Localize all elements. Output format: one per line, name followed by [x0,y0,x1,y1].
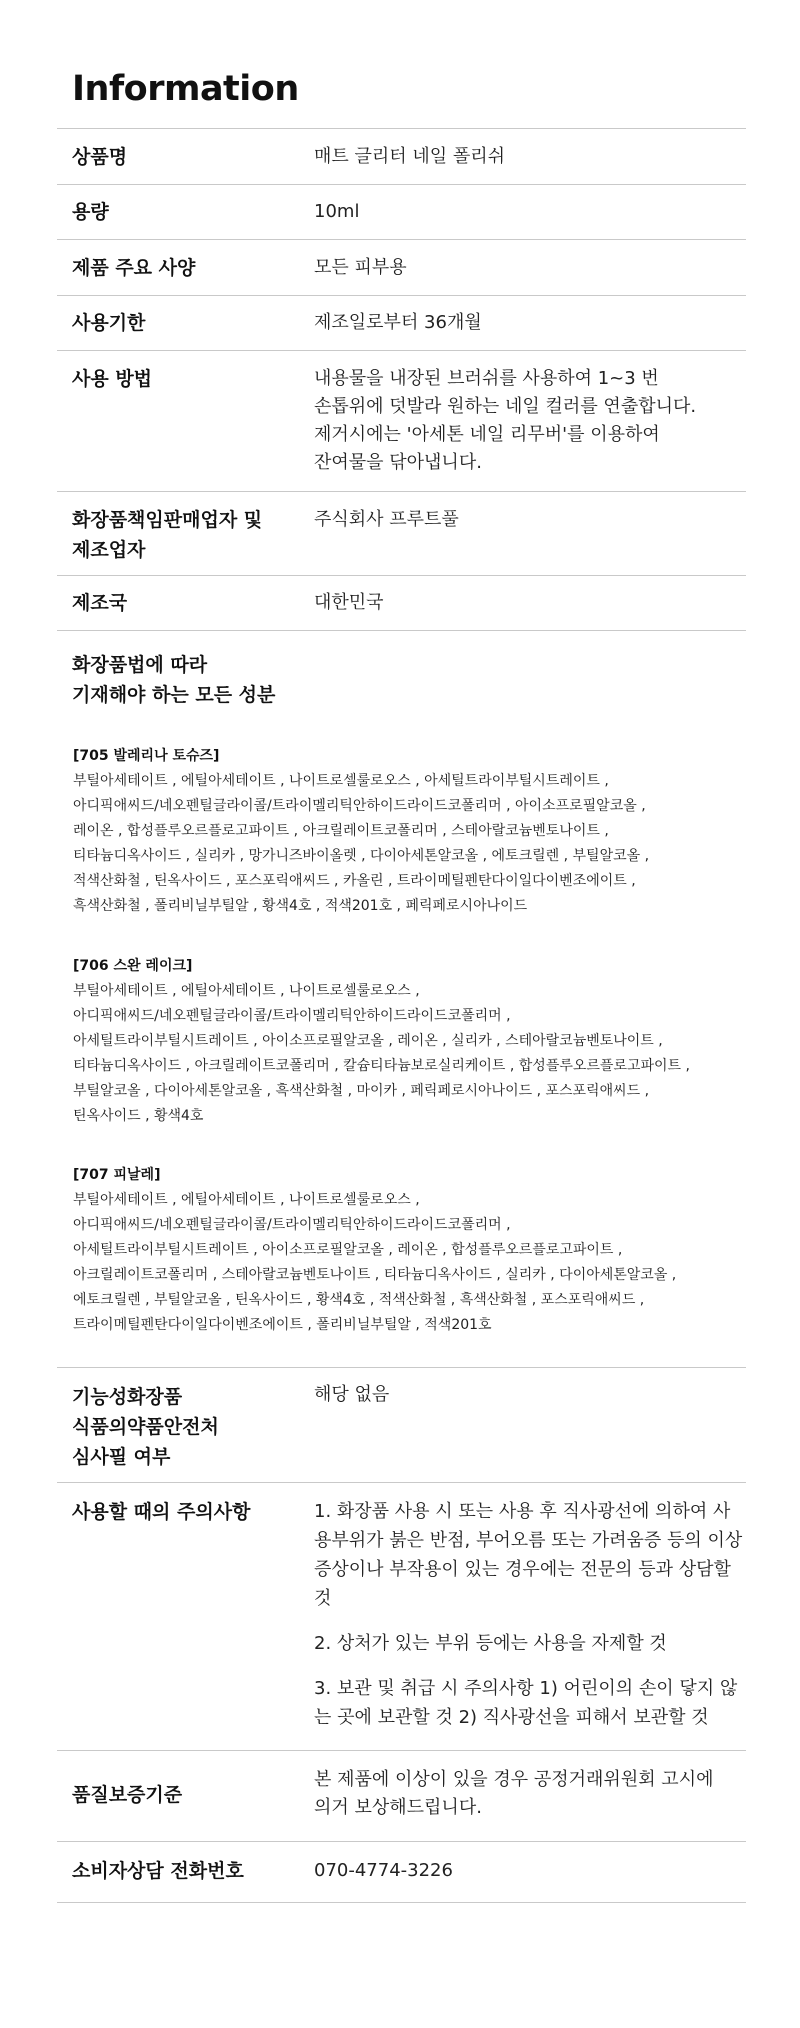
warranty-label: 품질보증기준 [72,1784,183,1806]
divider [57,630,746,631]
divider [57,1841,746,1842]
functional-label-line: 심사필 여부 [72,1446,171,1468]
usage-label: 사용 방법 [72,368,153,390]
ingredient-group-title: [705 발레리나 토슈즈] [73,748,220,764]
ingredient-line: 아디픽애씨드/네오펜틸글라이콜/트라이멜리틱안하이드라이드코폴리머 , [73,1008,511,1024]
spec-label: 제품 주요 사양 [72,257,196,279]
volume-value: 10ml [314,201,360,222]
caution-label: 사용할 때의 주의사항 [72,1501,251,1523]
divider [57,350,746,351]
ingredient-line: 아크릴레이트코폴리머 , 스테아랄코늄벤토나이트 , 티타늄디옥사이드 , 실리카 , 다이아세톤알코올 , [73,1267,677,1283]
divider [57,128,746,129]
phone-label: 소비자상담 전화번호 [72,1860,244,1882]
volume-label: 용량 [72,201,109,223]
ingredient-line: 부틸아세테이트 , 에틸아세테이트 , 나이트로셀룰로오스 , [73,1192,420,1208]
manufacturer-value: 주식회사 프루트풀 [314,509,459,530]
ingredient-group-706 [73,954,753,1129]
origin-value: 대한민국 [314,592,384,613]
usage-line: 내용물을 내장된 브러쉬를 사용하여 1~3 번 [314,368,659,389]
functional-value: 해당 없음 [314,1384,390,1405]
ingredients-label-line: 화장품법에 따라 [72,654,208,676]
ingredients-label [72,650,275,710]
ingredient-line: 부틸아세테이트 , 에틸아세테이트 , 나이트로셀룰로오스 , [73,983,420,999]
ingredient-group-705 [73,744,753,919]
divider [57,575,746,576]
divider [57,491,746,492]
ingredient-line: 아디픽애씨드/네오펜틸글라이콜/트라이멜리틱안하이드라이드코폴리머 , 아이소프로필알코올 , [73,798,646,814]
caution-item: 1. 화장품 사용 시 또는 사용 후 직사광선에 의하여 사용부위가 붉은 반점, 부어오름 또는 가려움증 등의 이상 증상이나 부작용이 있는 경우에는 전문의 등과 상담할 것 [314,1501,743,1609]
divider [57,1750,746,1751]
phone-value: 070-4774-3226 [314,1860,453,1881]
ingredient-line: 틴옥사이드 , 황색4호 [73,1108,204,1124]
ingredient-group-title: [707 피날레] [73,1167,161,1183]
ingredient-line: 흑색산화철 , 폴리비닐부틸알 , 황색4호 , 적색201호 , 페릭페로시아나이드 [73,898,528,914]
warranty-line: 의거 보상해드립니다. [314,1797,482,1818]
divider [57,1367,746,1368]
product-name-label: 상품명 [72,146,128,168]
ingredient-line: 부틸아세테이트 , 에틸아세테이트 , 나이트로셀룰로오스 , 아세틸트라이부틸시트레이트 , [73,773,609,789]
usage-value [314,365,744,477]
divider [57,295,746,296]
caution-list [314,1497,744,1748]
warranty-line: 본 제품에 이상이 있을 경우 공정거래위원회 고시에 [314,1769,714,1790]
functional-label-line: 기능성화장품 [72,1386,183,1408]
ingredient-line: 아디픽애씨드/네오펜틸글라이콜/트라이멜리틱안하이드라이드코폴리머 , [73,1217,511,1233]
expiry-value: 제조일로부터 36개월 [314,312,482,333]
ingredient-group-707 [73,1163,753,1338]
functional-label [72,1382,219,1472]
ingredient-line: 에토크릴렌 , 부틸알코올 , 틴옥사이드 , 황색4호 , 적색산화철 , 흑색산화철 , 포스포릭애씨드 , [73,1292,645,1308]
caution-item: 3. 보관 및 취급 시 주의사항 1) 어린이의 손이 닿지 않는 곳에 보관할 것 2) 직사광선을 피해서 보관할 것 [314,1678,738,1728]
ingredient-line: 티타늄디옥사이드 , 아크릴레이트코폴리머 , 칼슘티타늄보로실리케이트 , 합성플루오르플로고파이트 , [73,1058,690,1074]
functional-label-line: 식품의약품안전처 [72,1416,219,1438]
ingredient-group-title: [706 스완 레이크] [73,958,193,974]
expiry-label: 사용기한 [72,312,146,334]
manufacturer-label-line: 화장품책임판매업자 및 [72,509,263,531]
divider [57,1482,746,1483]
ingredient-line: 트라이메틸펜탄다이일다이벤조에이트 , 폴리비닐부틸알 , 적색201호 [73,1317,492,1333]
usage-line: 손톱위에 덧발라 원하는 네일 컬러를 연출합니다. [314,396,697,417]
warranty-value [314,1766,744,1822]
ingredient-line: 아세틸트라이부틸시트레이트 , 아이소프로필알코올 , 레이온 , 합성플루오르플로고파이트 , [73,1242,623,1258]
ingredient-line: 레이온 , 합성플루오르플로고파이트 , 아크릴레이트코폴리머 , 스테아랄코늄벤토나이트 , [73,823,609,839]
usage-line: 제거시에는 '아세톤 네일 리무버'를 이용하여 [314,424,660,445]
ingredient-line: 적색산화철 , 틴옥사이드 , 포스포릭애씨드 , 카올린 , 트라이메틸펜탄다이일다이벤조에이트 , [73,873,636,889]
ingredient-line: 부틸알코올 , 다이아세톤알코올 , 흑색산화철 , 마이카 , 페릭페로시아나이드 , 포스포릭애씨드 , [73,1083,650,1099]
divider [57,239,746,240]
usage-line: 잔여물을 닦아냅니다. [314,452,482,473]
page-title: Information [72,69,299,109]
divider [57,1902,746,1903]
divider [57,184,746,185]
ingredient-line: 아세틸트라이부틸시트레이트 , 아이소프로필알코올 , 레이온 , 실리카 , 스테아랄코늄벤토나이트 , [73,1033,663,1049]
manufacturer-label-line: 제조업자 [72,539,146,561]
product-name-value: 매트 글리터 네일 폴리쉬 [314,146,506,167]
origin-label: 제조국 [72,592,128,614]
manufacturer-label [72,505,262,565]
ingredients-label-line: 기재해야 하는 모든 성분 [72,684,276,706]
spec-value: 모든 피부용 [314,257,407,278]
caution-item: 2. 상처가 있는 부위 등에는 사용을 자제할 것 [314,1633,667,1654]
ingredient-line: 티타늄디옥사이드 , 실리카 , 망가니즈바이올렛 , 다이아세톤알코올 , 에토크릴렌 , 부틸알코올 , [73,848,650,864]
